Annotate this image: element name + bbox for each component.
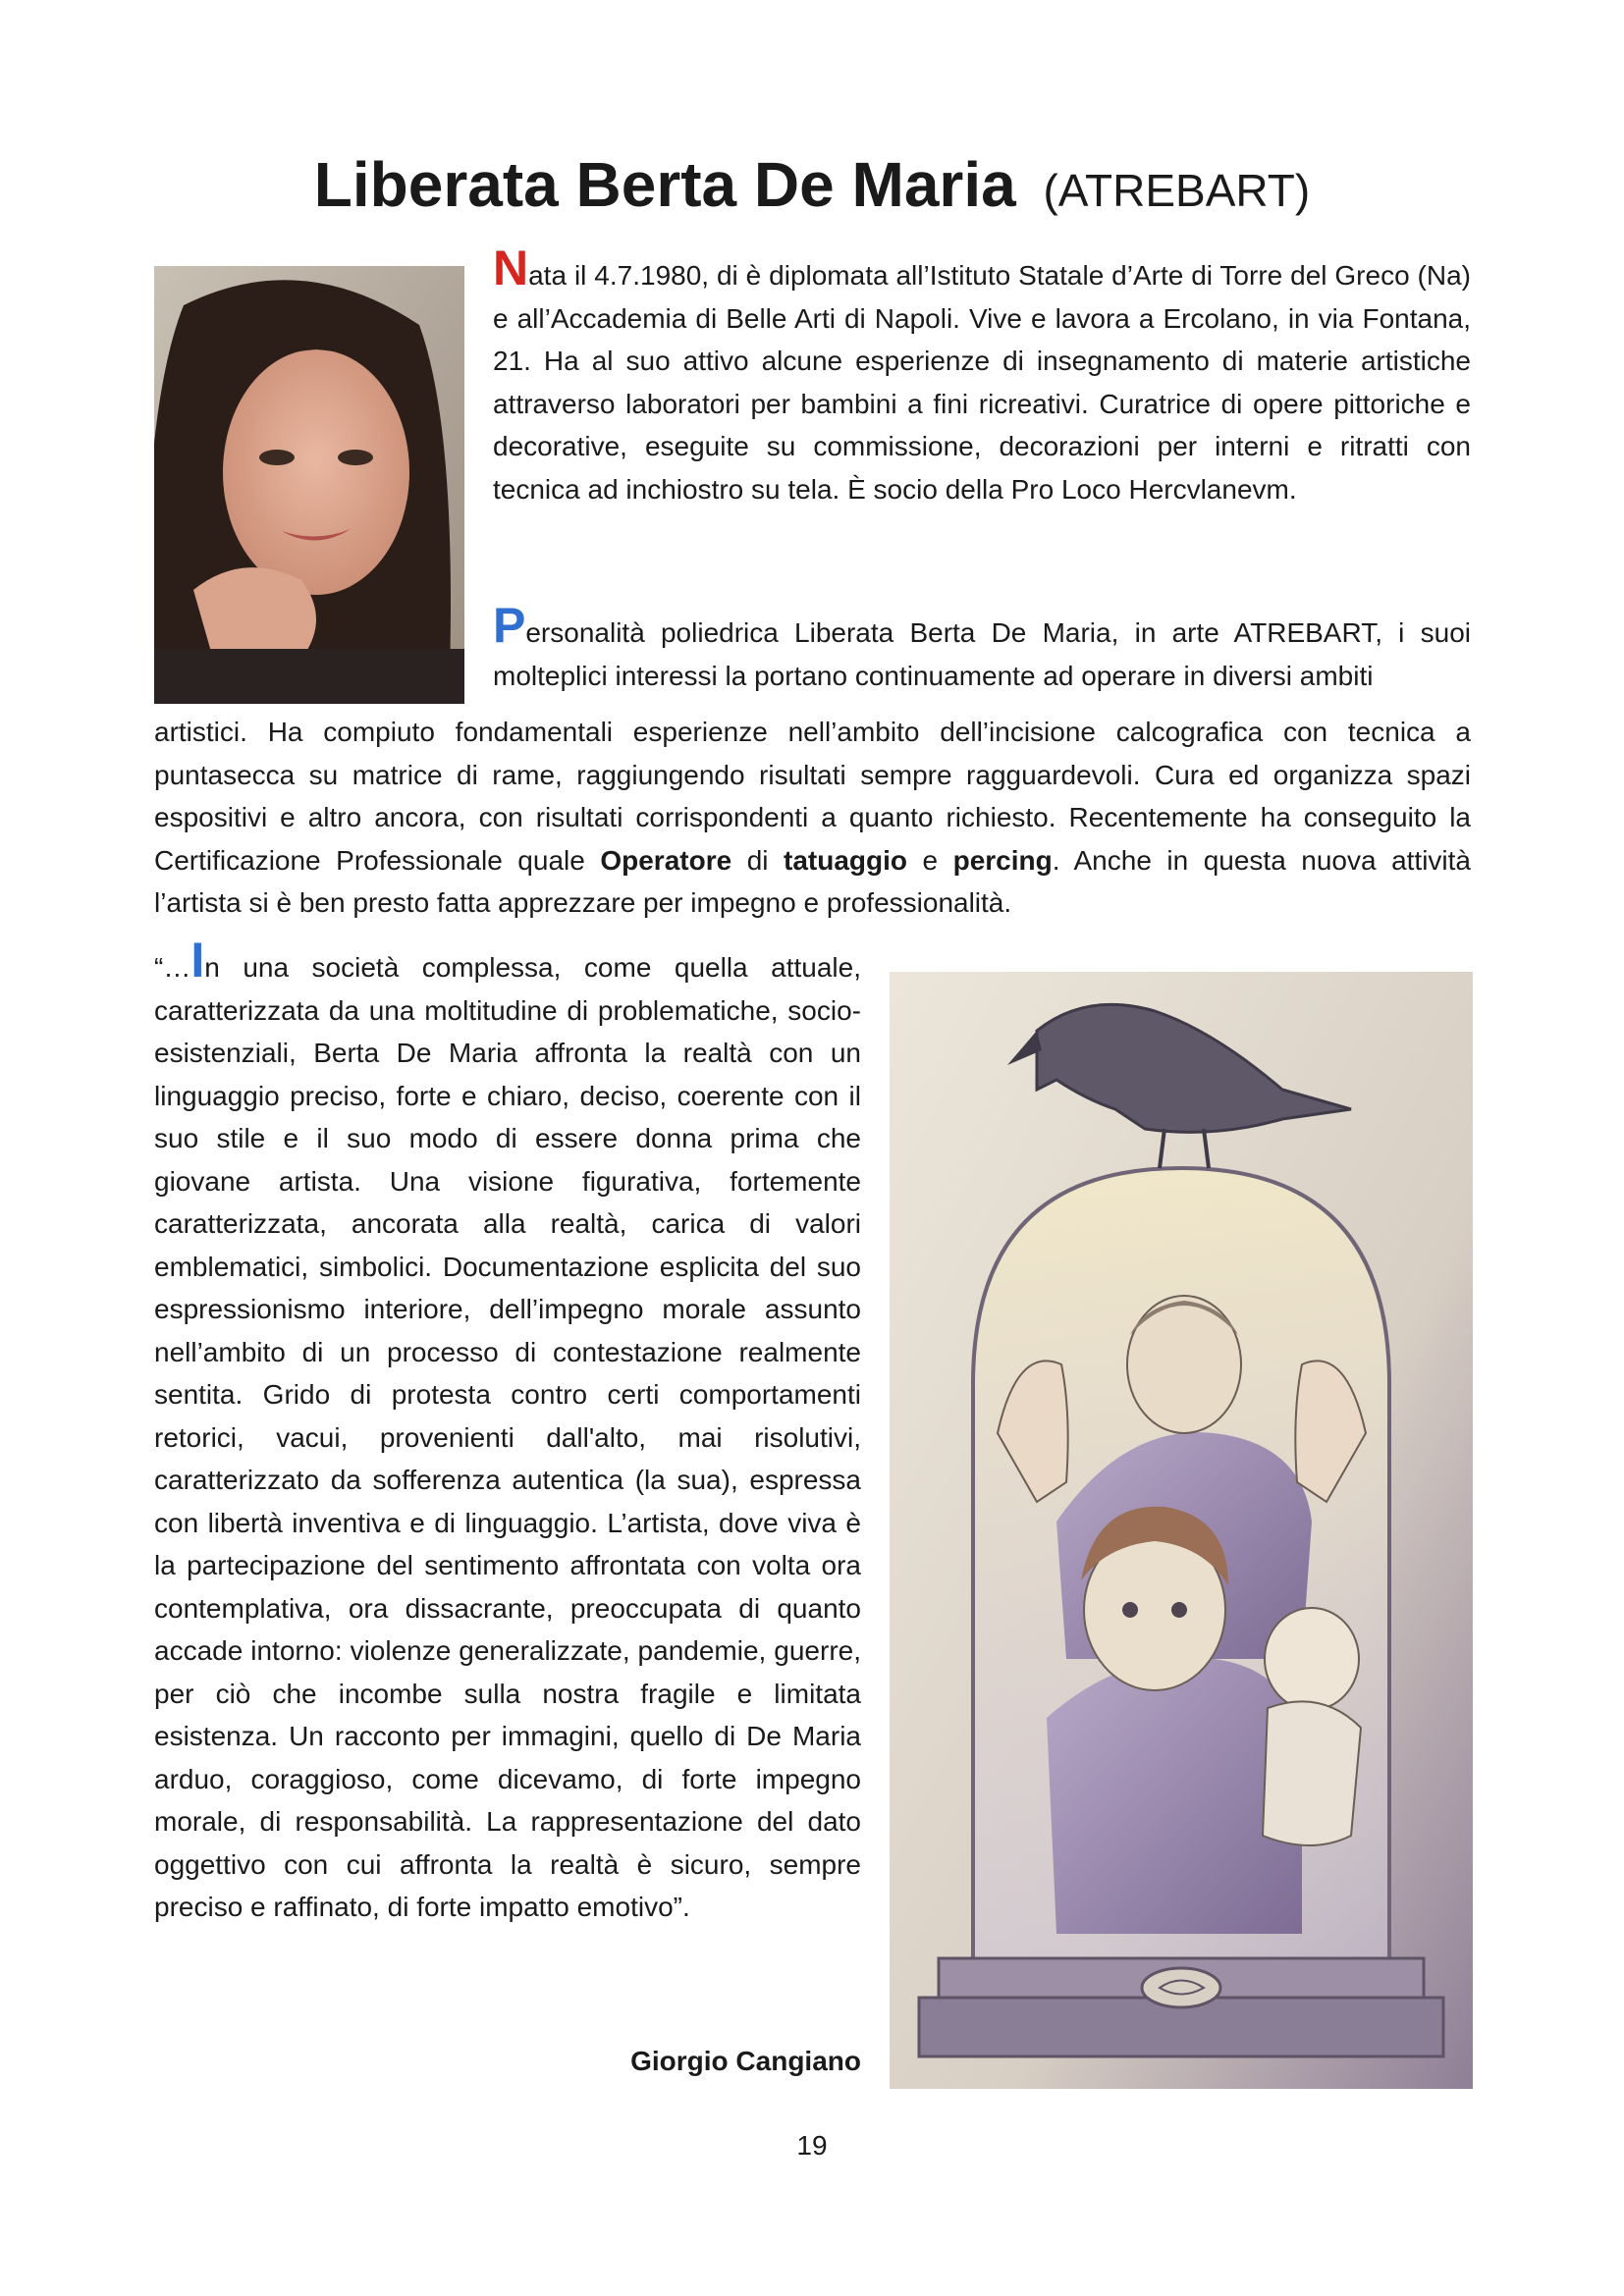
dropcap-i: I <box>190 933 205 988</box>
second-paragraph-text-end: . Anche in questa nuova attività l’artista si è ben presto fatta apprezzare per impegno e professionalità. <box>154 844 1472 918</box>
critic-quote <box>154 933 861 1929</box>
second-paragraph-text-top: ersonalità poliedrica Liberata Berta De Maria, in arte ATREBART, i suoi molteplici interessi la portano continuamente ad operare in diversi ambiti <box>493 617 1471 691</box>
artist-alias: (ATREBART) <box>1043 165 1311 216</box>
dropcap-n: N <box>493 240 529 295</box>
artwork-image <box>890 972 1473 2089</box>
quote-text: n una società complessa, come quella attuale, caratterizzata da una moltitudine di problematiche, socio-esistenziali, Berta De Maria affronta la realtà con un linguaggio preciso, forte e chiaro, deciso, coerente con il suo stile e il suo modo di essere donna prima che giovane artista. Una visione figurativa, fortemente caratterizzata, ancorata alla realtà, carica di valori emblematici, simbolici. Documentazione esplicita del suo espressionismo interiore, dell’impegno morale assunto nell’ambito di un processo di contestazione realmente sentita. Grido di protesta contro certi comportamenti retorici, vacui, provenienti dall'alto, mai risolutivi, caratterizzato da sofferenza autentica (la sua), espressa con libertà inventiva e di linguaggio. L’artista, dove viva è la partecipazione del sentimento affrontata con volta ora contemplativa, ora dissacrante, preoccupata di quanto accade intorno: violenze generalizzate, pandemie, guerre, per ciò che incombe sulla nostra fragile e limitata esistenza. Un racconto per immagini, quello di De Maria arduo, coraggioso, come dicevamo, di forte impegno morale, di responsabilità. La rappresentazione del dato oggettivo con cui affronta la realtà è sicuro, sempre preciso e raffinato, di forte impatto emotivo”. <box>154 952 861 1922</box>
page-number: 19 <box>796 2130 828 2161</box>
bold-percing: percing <box>952 844 1053 876</box>
quote-author: Giorgio Cangiano <box>630 2046 861 2076</box>
dropcap-p: P <box>493 598 526 653</box>
word-e: e <box>922 844 939 876</box>
quote-open-mark: “… <box>154 952 191 983</box>
page-title <box>0 145 1624 230</box>
word-di: di <box>746 844 769 876</box>
intro-text: ata il 4.7.1980, di è diplomata all’Istituto Statale d’Arte di Torre del Greco (Na) e all’Accademia di Belle Arti di Napoli. Vive e lavora a Ercolano, in via Fontana, 21. Ha al suo attivo alcune esperienze di insegnamento di materie artistiche attraverso laboratori per bambini a fini ricreativi. Curatrice di opere pittoriche e decorative, eseguite su commissione, decorazioni per interni e ritratti con tecnica ad inchiostro su tela. È socio della Pro Loco Hercvlanevm. <box>493 260 1471 505</box>
second-paragraph-body <box>154 711 1471 925</box>
artist-portrait-photo <box>154 266 464 704</box>
intro-paragraph <box>493 240 1471 510</box>
bold-operatore: Operatore <box>600 844 732 876</box>
artist-name: Liberata Berta De Maria <box>313 149 1016 220</box>
second-paragraph-top <box>493 598 1471 697</box>
second-paragraph-text-body: artistici. Ha compiuto fondamentali esperienze nell’ambito dell’incisione calcografica con tecnica a puntasecca su matrice di rame, raggiungendo risultati sempre ragguardevoli. Cura ed organizza spazi espositivi e altro ancora, con risultati corrispondenti a quanto richiesto. Recentemente ha conseguito la Certificazione Professionale quale <box>154 717 1471 876</box>
bold-tatuaggio: tatuaggio <box>784 844 907 876</box>
